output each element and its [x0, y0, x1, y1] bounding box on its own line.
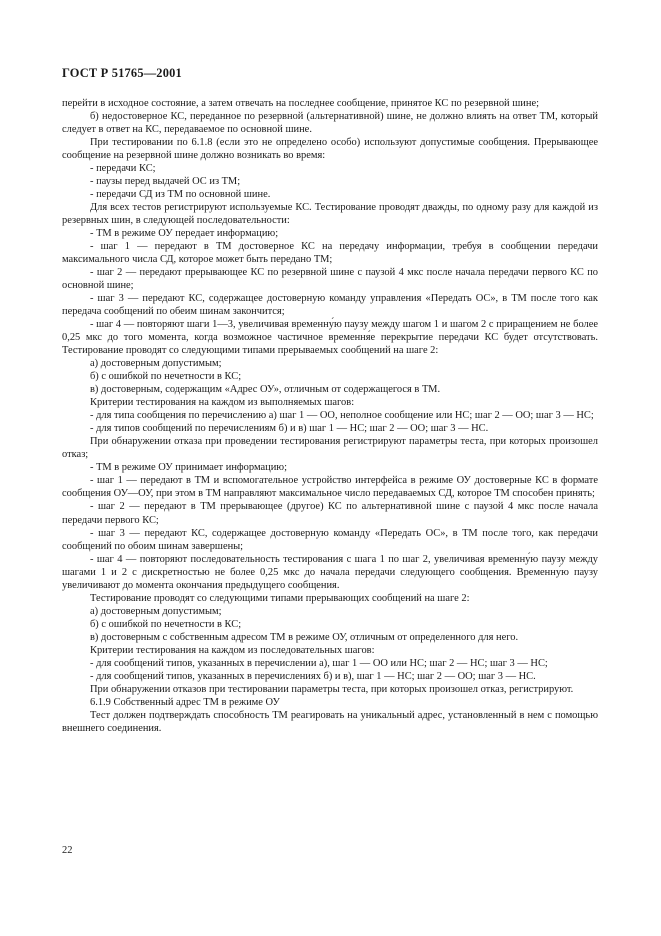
paragraph: а) достоверным допустимым;: [90, 358, 222, 370]
paragraph: - передачи СД из ТМ по основной шине.: [90, 189, 271, 201]
paragraph: При тестировании по 6.1.8 (если это не определено особо) используют допустимые сообщения. Прерывающее сообщение на резервной шине должно возникать во время:: [62, 137, 598, 162]
paragraph: б) с ошибкой по нечетности в КС;: [90, 618, 242, 630]
paragraph: в) достоверным с собственным адресом ТМ в режиме ОУ, отличным от определенного для него.: [90, 631, 519, 643]
paragraph: - шаг 3 — передают КС, содержащее достоверную команду «Передать ОС», в ТМ после того, как передачи сообщений по обоим шинам завершены;: [62, 527, 598, 552]
paragraph: - шаг 3 — передают КС, содержащее достоверную команду управления «Передать ОС», в ТМ после того как передача сообщений по обеим шинам закончится;: [62, 293, 598, 318]
paragraph: - передачи КС;: [90, 163, 156, 175]
paragraph: б) с ошибкой по нечетности в КС;: [90, 371, 242, 383]
paragraph: Тест должен подтверждать способность ТМ реагировать на уникальный адрес, установленный в нем с помощью внешнего соединения.: [62, 709, 598, 734]
paragraph: - шаг 1 — передают в ТМ и вспомогательное устройство интерфейса в режиме ОУ достоверные КС в формате сообщения ОУ—ОУ, при этом в ТМ направляют максимальное число передаваемых СД, которое ТМ способен принять;: [62, 475, 598, 500]
paragraph: При обнаружении отказа при проведении тестирования регистрируют параметры теста, при которых произошел отказ;: [62, 436, 598, 461]
page-number: 22: [62, 845, 73, 856]
paragraph: а) достоверным допустимым;: [90, 605, 222, 617]
paragraph: Критерии тестирования на каждом из последовательных шагов:: [90, 644, 375, 656]
paragraph: - для сообщений типов, указанных в перечислениях б) и в), шаг 1 — НС; шаг 2 — ОО; шаг 3 — НС.: [90, 670, 536, 682]
paragraph: 6.1.9 Собственный адрес ТМ в режиме ОУ: [90, 696, 280, 708]
paragraph: б) недостоверное КС, переданное по резервной (альтернативной) шине, не должно влиять на ответ ТМ, который следует в ответ на КС, передаваемое по основной шине.: [62, 111, 598, 136]
paragraph: - шаг 2 — передают прерывающее КС по резервной шине с паузой 4 мкс после начала передачи первого КС по основной шине;: [62, 267, 598, 292]
paragraph: Критерии тестирования на каждом из выполняемых шагов:: [90, 397, 355, 409]
paragraph: перейти в исходное состояние, а затем отвечать на последнее сообщение, принятое КС по резервной шине;: [62, 98, 539, 109]
paragraph: Для всех тестов регистрируют используемые КС. Тестирование проводят дважды, по одному разу для каждой из резервных шин, в следующей последовательности:: [62, 202, 598, 227]
paragraph: - ТМ в режиме ОУ передает информацию;: [90, 228, 279, 240]
paragraph: При обнаружении отказов при тестировании параметры теста, при которых произошел отказ, регистрируют.: [90, 683, 574, 695]
paragraph: - шаг 1 — передают в ТМ достоверное КС на передачу информации, требуя в сообщении передачи максимального числа СД, которое может быть передано ТМ;: [62, 241, 598, 266]
paragraph: - ТМ в режиме ОУ принимает информацию;: [90, 462, 287, 474]
paragraph: - шаг 4 — повторяют последовательность тестирования с шага 1 по шаг 2, увеличивая временну́ю паузу между шагами 1 и 2 с дискретностью не более 0,25 мкс до начала передачи следующего сообщения. Временну́ю паузу увеличивают до момента окончания предыдущего сообщения.: [62, 553, 598, 591]
standard-header: ГОСТ Р 51765—2001: [62, 66, 182, 80]
paragraph: - шаг 4 — повторяют шаги 1—3, увеличивая временну́ю паузу между шагом 1 и шагом 2 с приращением не более 0,25 мкс до того момента, когда возможное частичное времення́е перекрытие передачи КС будет отсутствовать. Тестирование проводят со следующими типами прерываемых сообщений на шаге 2:: [62, 319, 598, 357]
paragraph: - для сообщений типов, указанных в перечислении а), шаг 1 — ОО или НС; шаг 2 — НС; шаг 3 — НС;: [90, 657, 548, 669]
paragraph: - паузы перед выдачей ОС из ТМ;: [90, 176, 241, 188]
paragraph: в) достоверным, содержащим «Адрес ОУ», отличным от содержащегося в ТМ.: [90, 384, 441, 396]
paragraph: - шаг 2 — передают в ТМ прерывающее (другое) КС по альтернативной шине с паузой 4 мкс после начала передачи первого КС;: [62, 501, 598, 526]
paragraph: - для типа сообщения по перечислению а) шаг 1 — ОО, неполное сообщение или НС; шаг 2 — ОО; шаг 3 — НС;: [90, 410, 594, 422]
document-body: [62, 97, 598, 735]
paragraph: - для типов сообщений по перечислениям б) и в) шаг 1 — НС; шаг 2 — ОО; шаг 3 — НС.: [90, 423, 489, 435]
paragraph: Тестирование проводят со следующими типами прерывающих сообщений на шаге 2:: [90, 592, 470, 604]
